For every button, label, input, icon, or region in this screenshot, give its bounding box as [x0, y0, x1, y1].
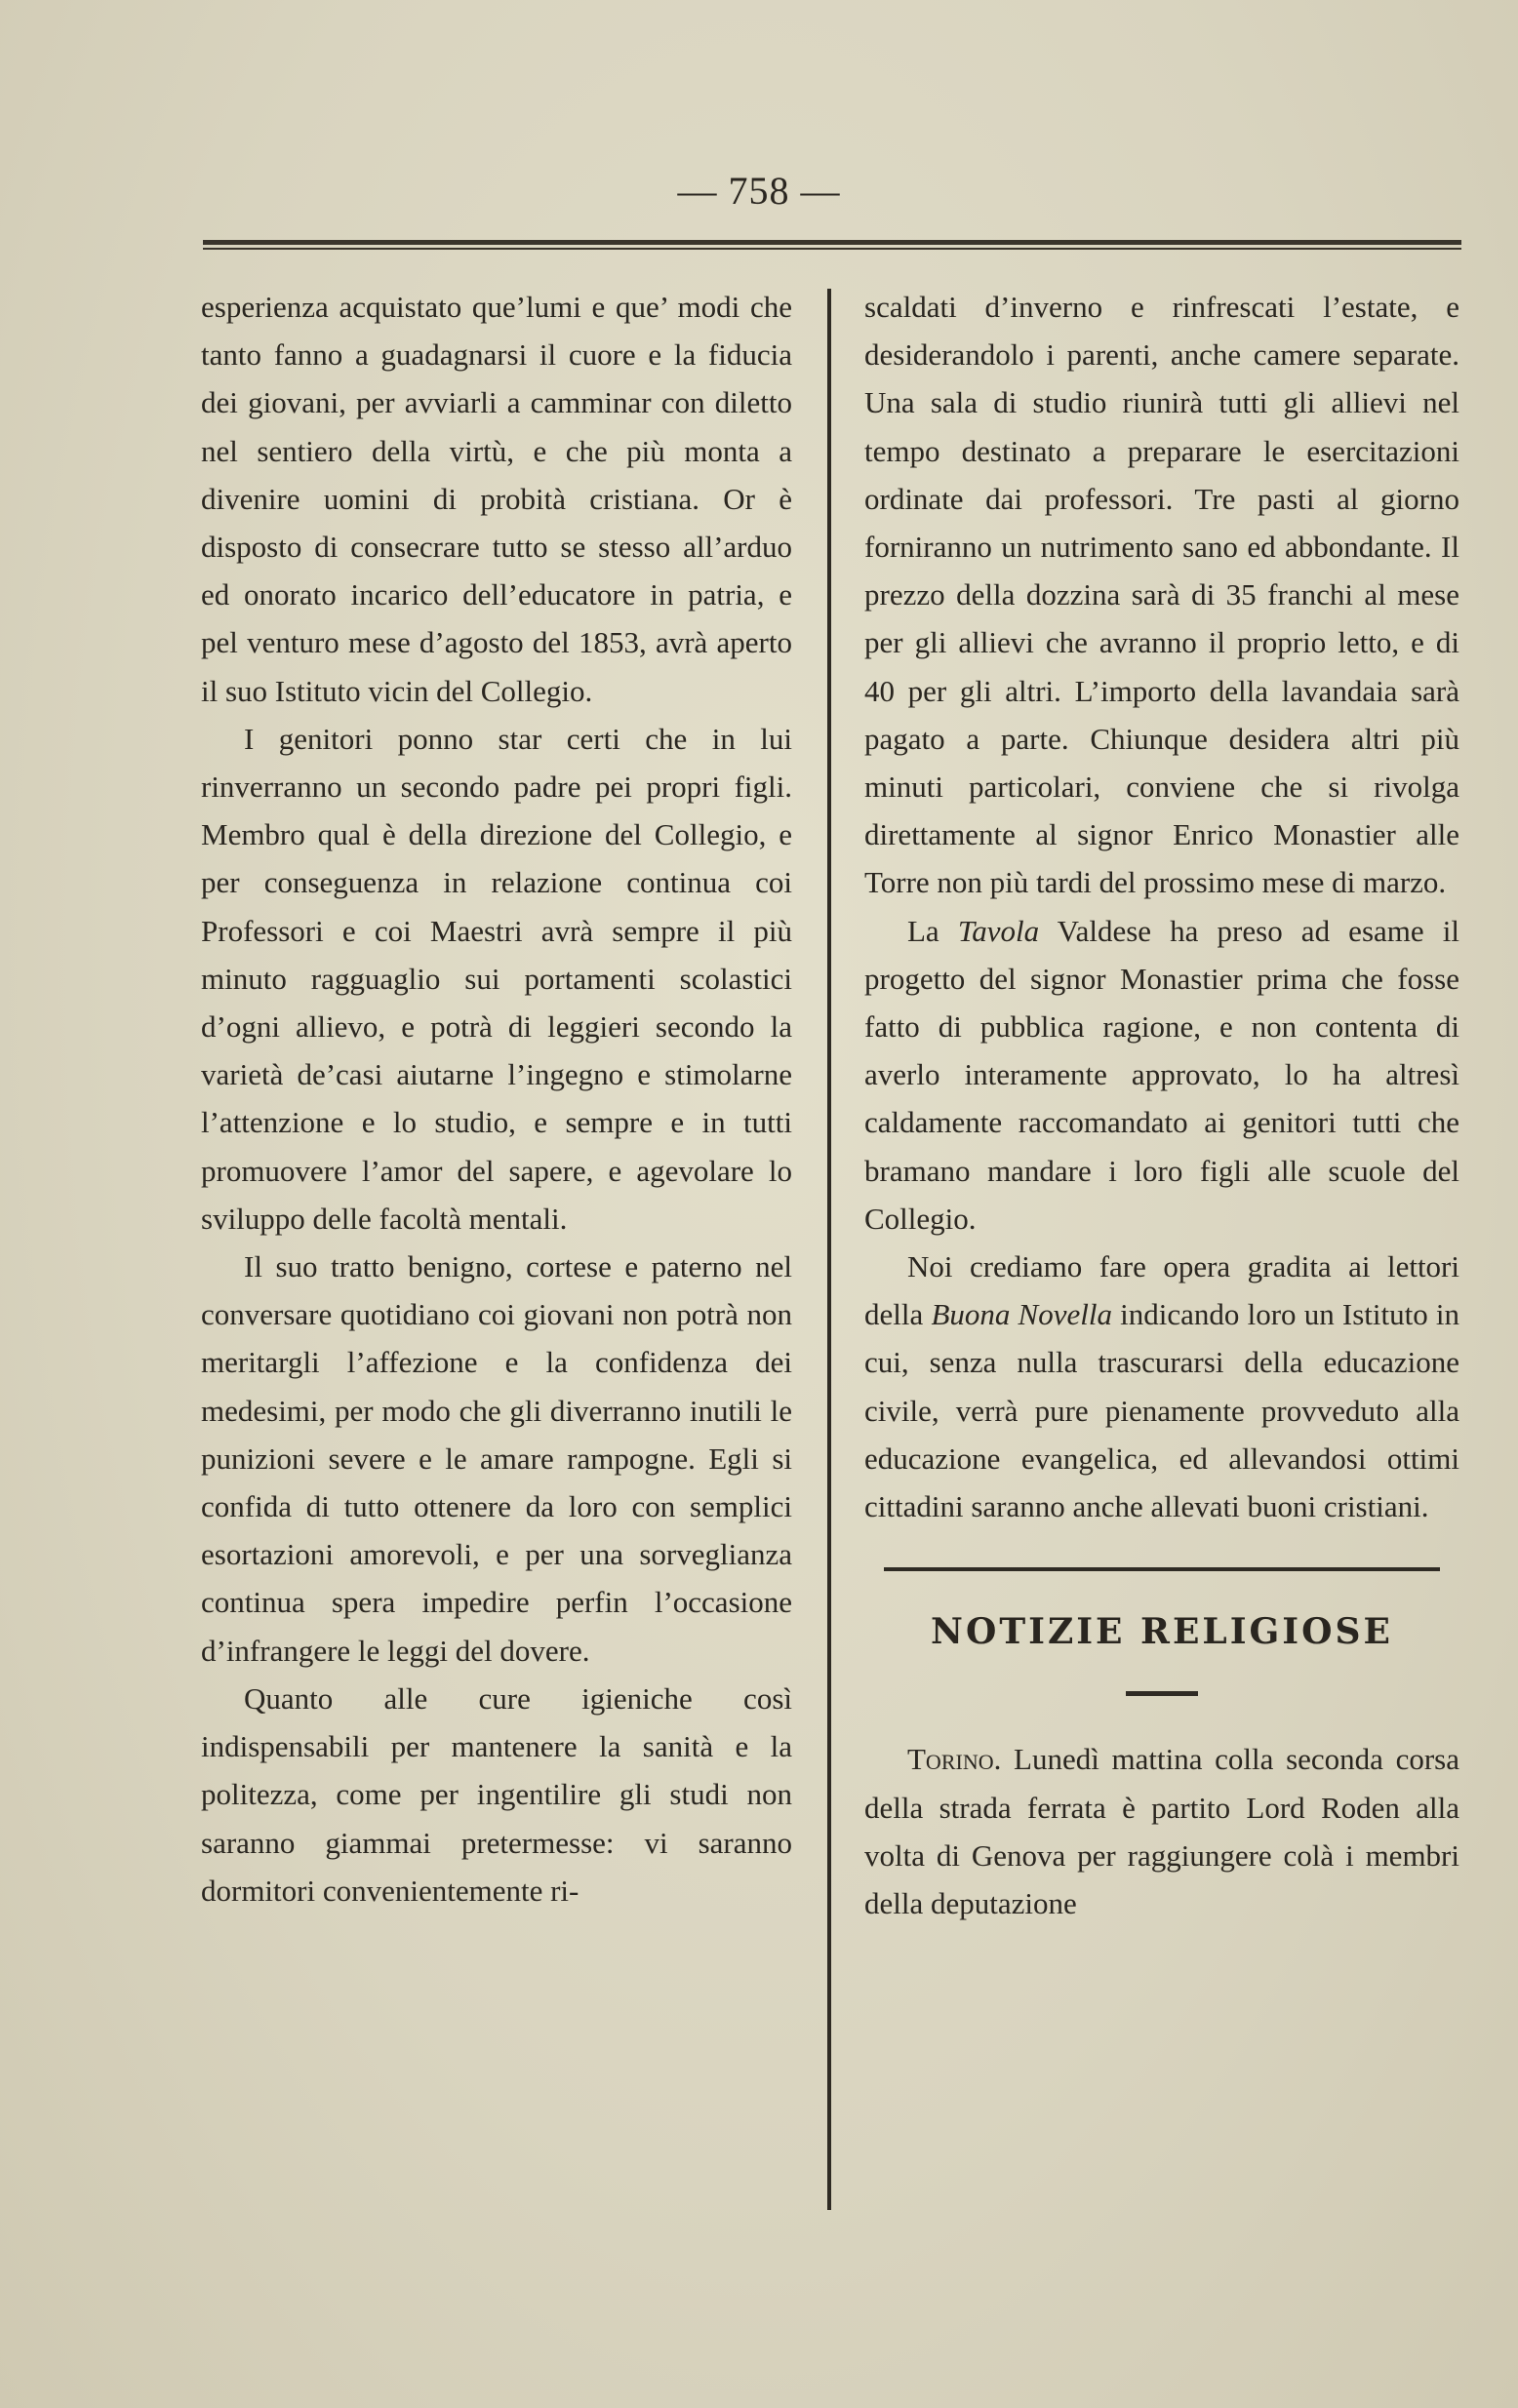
- p2-text-c: Valdese ha preso ad esame il progetto del signor Monastier prima che fosse fatto di pubblica ragione, e non contenta di averlo interamente approvato, lo ha altresì caldamente raccomandato ai genitori tutti che bramano mandare i loro figli alle scuole del Collegio.: [864, 913, 1459, 1236]
- left-paragraph-4: Quanto alle cure igieniche così indispensabili per mantenere la sanità e la politezza, come per ingentilire gli studi non saranno giammai pretermesse: vi saranno dormitori convenientemente ri-: [201, 1680, 792, 1908]
- section-title: NOTIZIE RELIGIOSE: [931, 1611, 1393, 1653]
- p3-text-c: indicando loro un Istituto in cui, senza nulla trascurarsi della educazione civile, verrà pure pienamente provveduto alla educazione evangelica, ed allevandosi ottimi cittadini saranno anche allevati buoni cristiani.: [864, 1297, 1460, 1524]
- p2-text-a: La: [907, 913, 958, 948]
- header-rule-thick: [203, 240, 1461, 245]
- header-rule-thin: [203, 248, 1461, 250]
- header-rule: [203, 240, 1461, 254]
- left-paragraph-1: esperienza acquistato que’lumi e que’ modi che tanto fanno a guadagnarsi il cuore e la fiducia dei giovani, per avviarli a camminar con diletto nel sentiero della virtù, e che più monta a divenire uomini di probità cristiana. Or è disposto di consecrare tutto se stesso all’arduo ed onorato incarico dell’educatore in patria, e pel venturo mese d’agosto del 1853, avrà aperto il suo Istituto vicin del Collegio.: [201, 290, 792, 708]
- column-divider: [827, 289, 831, 2210]
- right-paragraph-4: [864, 1735, 1459, 1927]
- section-rule: [884, 1567, 1440, 1571]
- right-paragraph-2: [864, 907, 1459, 1243]
- right-paragraph-3: [864, 1243, 1459, 1530]
- p3-text-a: Noi crediamo fare opera gradita ai lettori della: [864, 1249, 1459, 1332]
- p3-emphasis: Buona Novella: [931, 1297, 1112, 1332]
- page-number: — 758 —: [677, 169, 841, 213]
- section-dash: [1126, 1691, 1198, 1696]
- left-paragraph-3: Il suo tratto benigno, cortese e paterno nel conversare quotidiano coi giovani non potrà non meritargli l’affezione e la confidenza dei medesimi, per modo che gli diverranno inutili le punizioni severe e le amare rampogne. Egli si confida di tutto ottenere da loro con semplici esortazioni amorevoli, e per una sorveglianza continua spera impedire perfin l’occasione d’infrangere le leggi del dovere.: [201, 1249, 792, 1668]
- right-column: [864, 283, 1459, 1927]
- p4-text: Lunedì mattina colla seconda corsa della strada ferrata è partito Lord Roden alla volta di Genova per raggiungere colà i membri della deputazione: [864, 1742, 1459, 1921]
- p2-emphasis: Tavola: [957, 913, 1040, 948]
- p4-place-name: Torino.: [907, 1742, 1002, 1777]
- left-column: [201, 283, 792, 1915]
- left-paragraph-2: I genitori ponno star certi che in lui rinverranno un secondo padre pei propri figli. Membro qual è della direzione del Collegio, e per conseguenza in relazione continua coi Professori e coi Maestri avrà sempre il più minuto ragguaglio sui portamenti scolastici d’ogni allievo, e potrà di leggieri secondo la varietà de’casi aiutarne l’ingegno e stimolarne l’attenzione e lo studio, e sempre e in tutti promuovere l’amor del sapere, e agevolare lo sviluppo delle facoltà mentali.: [201, 721, 792, 1236]
- right-paragraph-1: scaldati d’inverno e rinfrescati l’estate, e desiderandolo i parenti, anche camere separate. Una sala di studio riunirà tutti gli allievi nel tempo destinato a preparare le esercitazioni ordinate dai professori. Tre pasti al giorno forniranno un nutrimento sano ed abbondante. Il prezzo della dozzina sarà di 35 franchi al mese per gli allievi che avranno il proprio letto, e di 40 per gli altri. L’importo della lavandaia sarà pagato a parte. Chiunque desidera altri più minuti particolari, conviene che si rivolga direttamente al signor Enrico Monastier alle Torre non più tardi del prossimo mese di marzo.: [864, 290, 1459, 900]
